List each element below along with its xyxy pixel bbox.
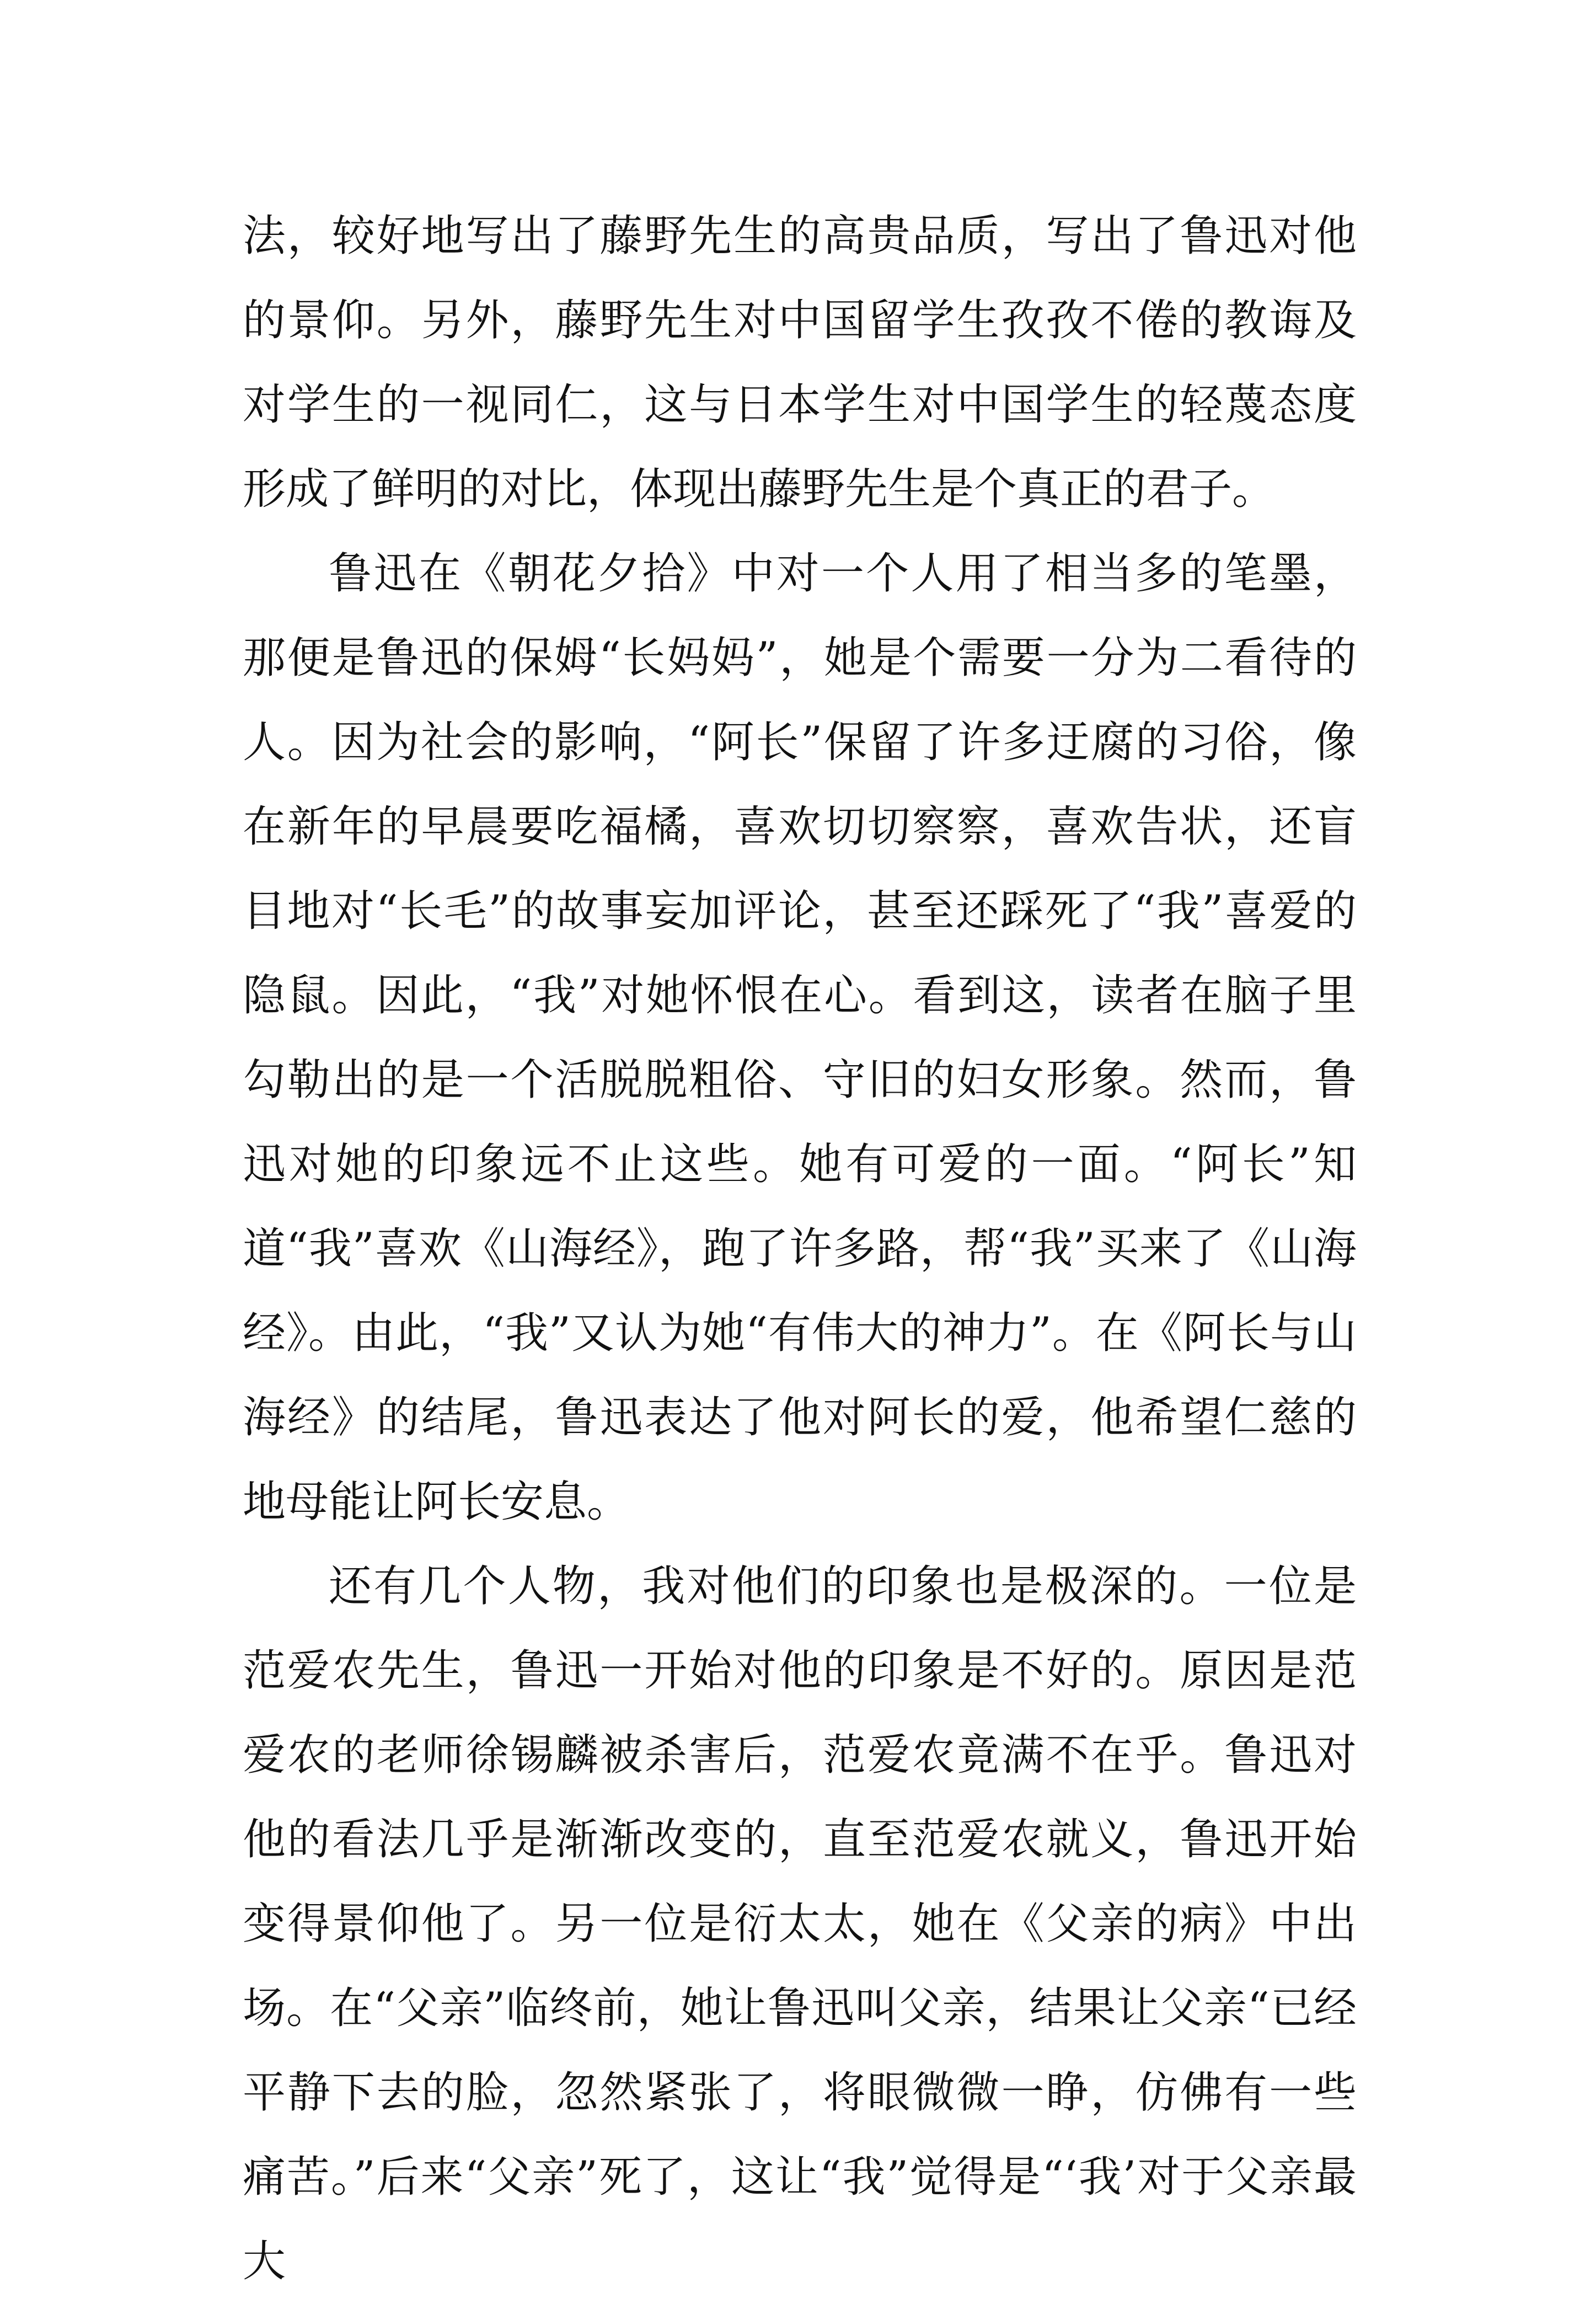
body-text bbox=[243, 194, 1357, 2304]
paragraph-1: 法，较好地写出了藤野先生的高贵品质，写出了鲁迅对他的景仰。另外，藤野先生对中国留学生孜孜不倦的教诲及对学生的一视同仁，这与日本学生对中国学生的轻蔑态度形成了鲜明的对比，体现出藤野先生是个真正的君子。 bbox=[243, 211, 1357, 514]
paragraph-3: 还有几个人物，我对他们的印象也是极深的。一位是范爱农先生，鲁迅一开始对他的印象是不好的。原因是范爱农的老师徐锡麟被杀害后，范爱农竟满不在乎。鲁迅对他的看法几乎是渐渐改变的，直至范爱农就义，鲁迅开始变得景仰他了。另一位是衍太太，她在《父亲的病》中出场。在“父亲”临终前，她让鲁迅叫父亲，结果让父亲“已经平静下去的脸，忽然紧张了，将眼微微一睁，仿佛有一些痛苦。”后来“父亲”死了，这让“我”觉得是“‘我’对于父亲最大 bbox=[243, 1562, 1357, 2286]
paragraph-2: 鲁迅在《朝花夕拾》中对一个人用了相当多的笔墨，那便是鲁迅的保姆“长妈妈”，她是个需要一分为二看待的人。因为社会的影响，“阿长”保留了许多迂腐的习俗，像在新年的早晨要吃福橘，喜欢切切察察，喜欢告状，还盲目地对“长毛”的故事妄加评论，甚至还踩死了“我”喜爱的隐鼠。因此，“我”对她怀恨在心。看到这，读者在脑子里勾勒出的是一个活脱脱粗俗、守旧的妇女形象。然而，鲁迅对她的印象远不止这些。她有可爱的一面。“阿长”知道“我”喜欢《山海经》，跑了许多路，帮“我”买来了《山海经》。由此，“我”又认为她“有伟大的神力”。在《阿长与山海经》的结尾，鲁迅表达了他对阿长的爱，他希望仁慈的地母能让阿长安息。 bbox=[243, 549, 1357, 1527]
